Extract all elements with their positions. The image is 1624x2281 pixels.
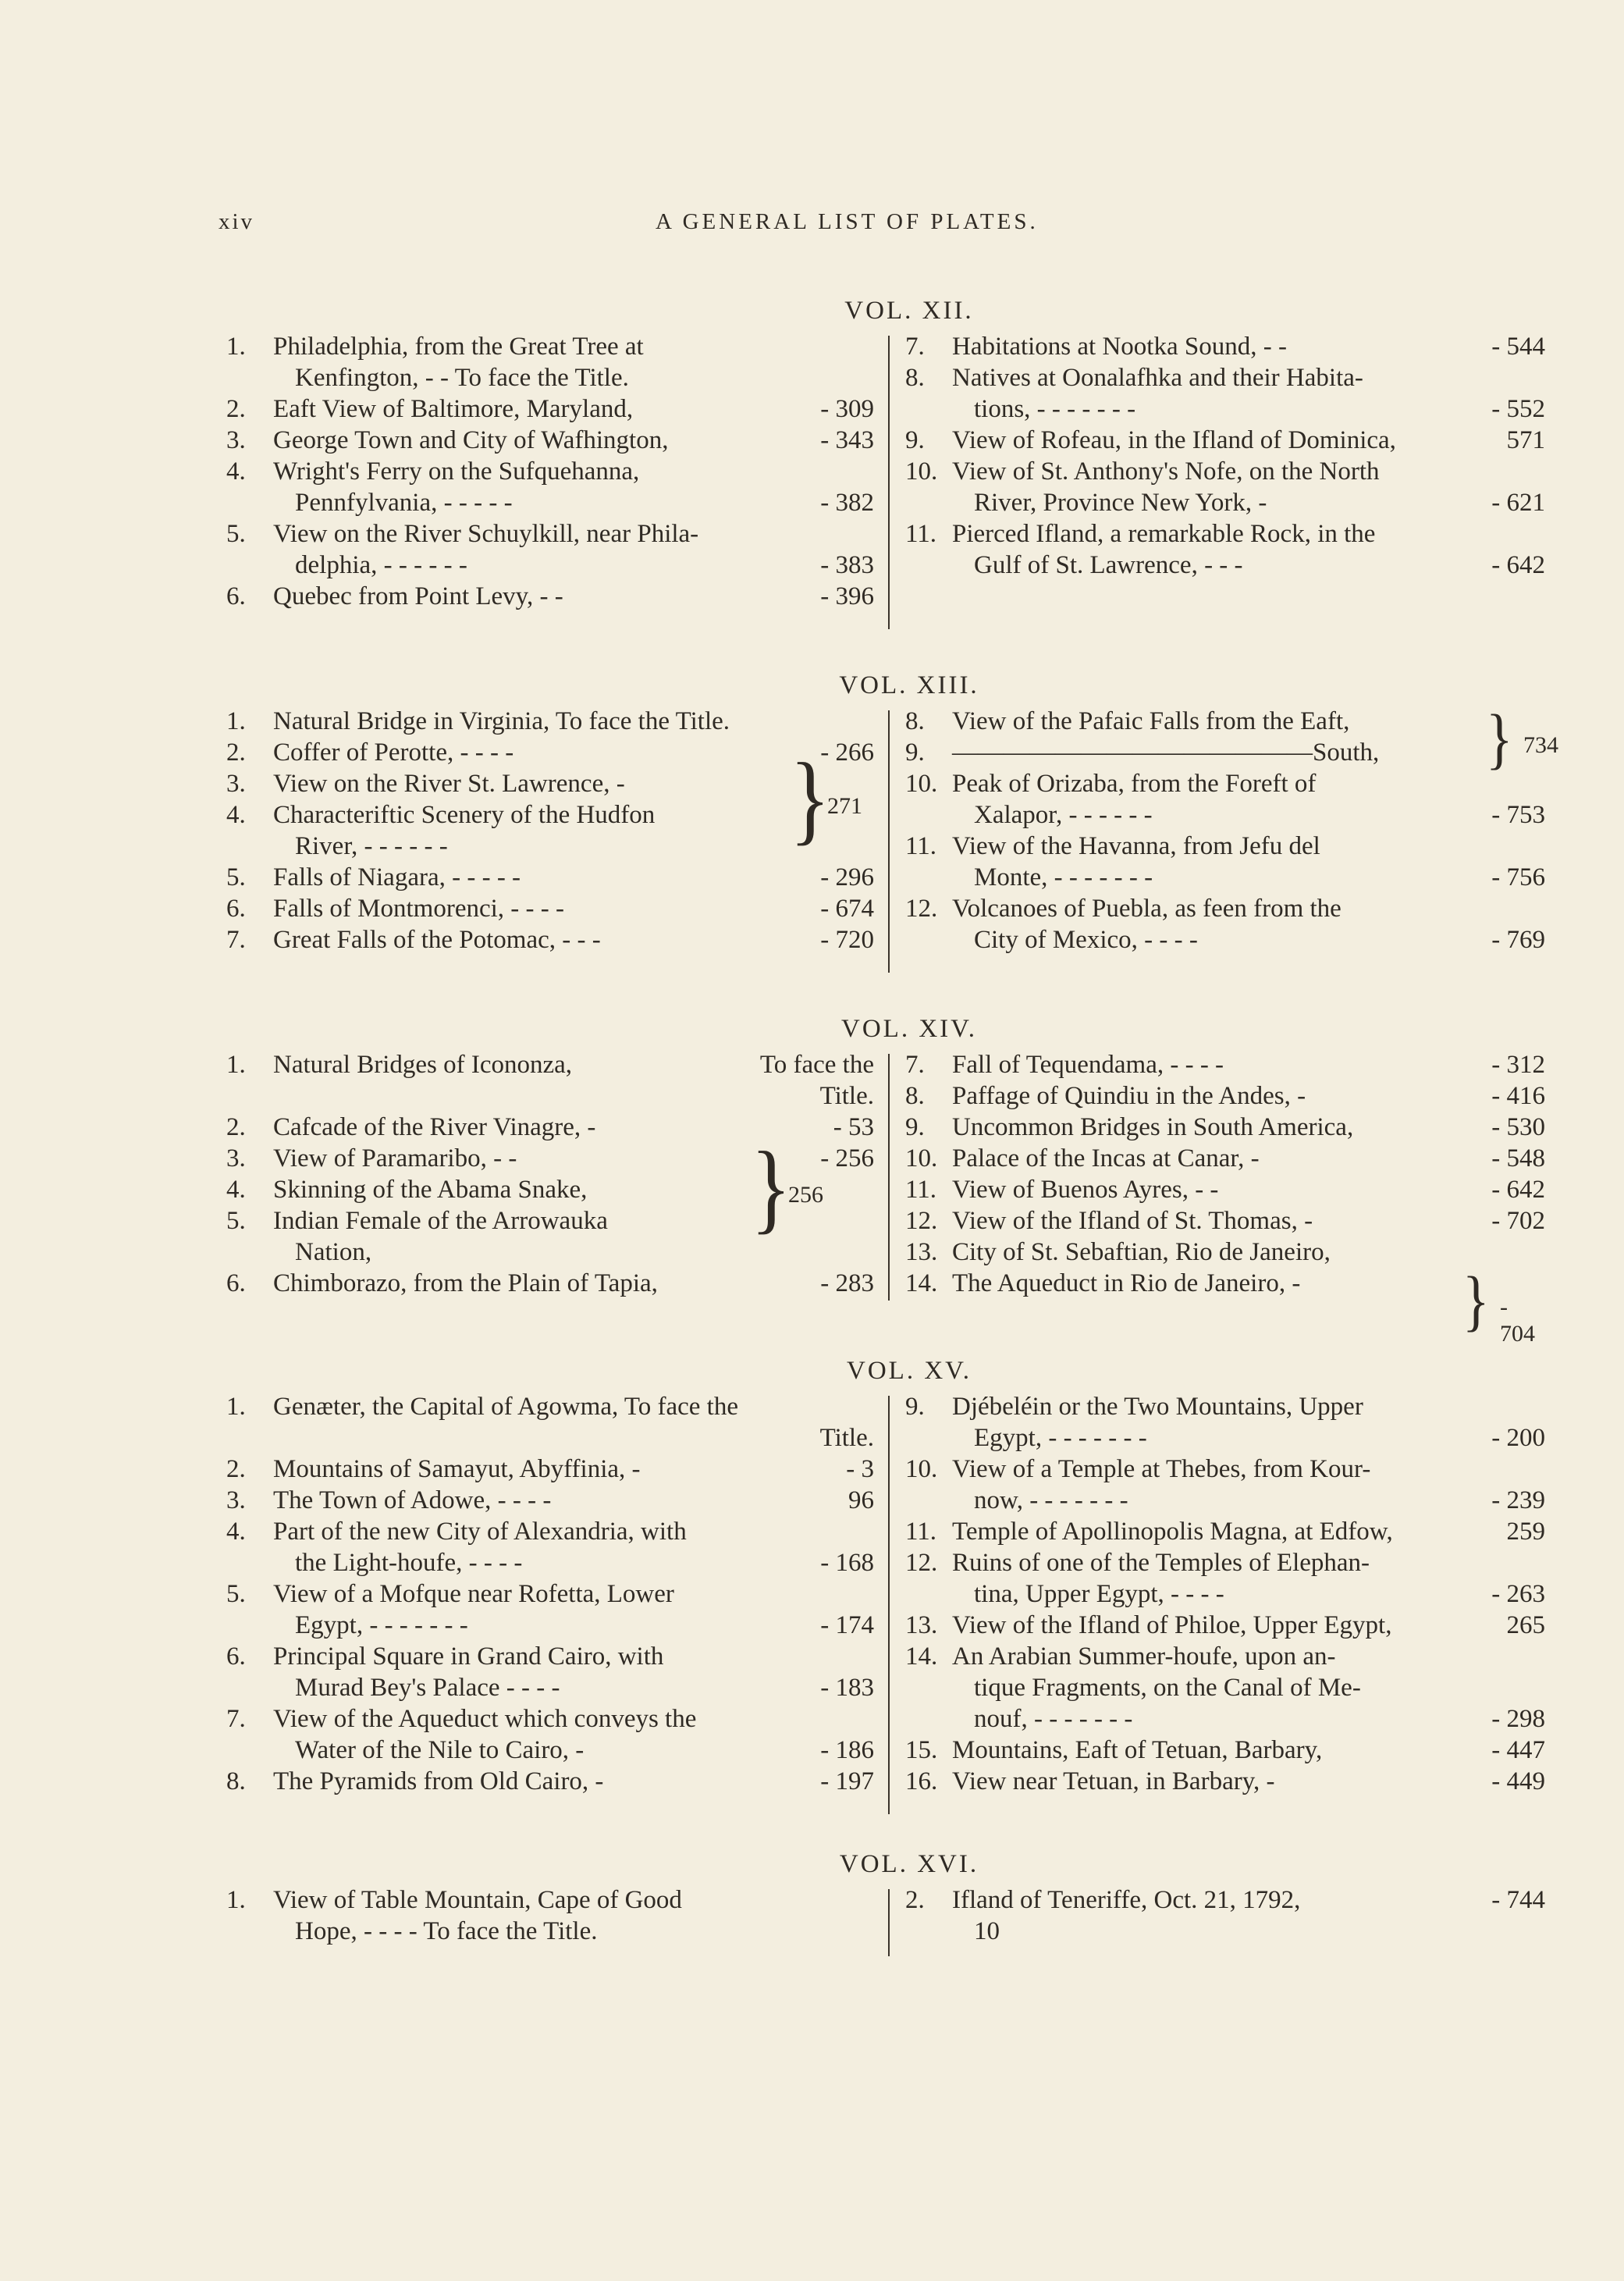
plate-entry <box>226 862 874 893</box>
plate-entry <box>226 1516 874 1547</box>
plate-entry <box>905 1485 1545 1516</box>
plate-entry <box>226 768 874 799</box>
plate-number: 5. <box>226 863 246 891</box>
plate-title: Quebec from Point Levy, - - <box>273 582 563 610</box>
plate-number: 3. <box>226 1144 246 1173</box>
plate-title: Ifland of Teneriffe, Oct. 21, 1792, <box>952 1886 1301 1914</box>
plate-page: - 197 <box>820 1767 874 1795</box>
plate-number: 13. <box>905 1611 938 1639</box>
plate-title: Wright's Ferry on the Sufquehanna, <box>273 457 640 486</box>
plate-number: 5. <box>226 1580 246 1608</box>
plate-entry <box>905 1143 1545 1174</box>
plate-page: 571 <box>1506 426 1545 454</box>
volume-title: VOL. XVI. <box>839 1850 979 1878</box>
plate-title: View of Table Mountain, Cape of Good <box>273 1886 682 1914</box>
plate-entry <box>226 456 874 487</box>
plate-number: 2. <box>226 1455 246 1483</box>
plate-number: 10. <box>905 457 938 486</box>
plate-entry <box>905 893 1545 924</box>
plate-number: 3. <box>226 426 246 454</box>
plate-number: 1. <box>226 707 246 735</box>
plate-page: - 621 <box>1491 489 1545 517</box>
plate-entry <box>905 1916 1545 1947</box>
volume-section <box>226 665 1558 977</box>
column-divider <box>888 1396 890 1814</box>
plate-title: City of St. Sebaftian, Rio de Janeiro, <box>952 1238 1331 1266</box>
plate-title: Genæter, the Capital of Agowma, To face the <box>273 1393 738 1421</box>
plate-entry <box>226 1672 874 1703</box>
plate-title: Part of the new City of Alexandria, with <box>273 1518 687 1546</box>
plate-title: View of the Ifland of St. Thomas, - <box>952 1207 1313 1235</box>
plate-entry <box>905 1237 1545 1268</box>
plate-entry <box>226 1268 874 1299</box>
volume-section <box>226 1350 1545 1819</box>
plate-title: Natural Bridge in Virginia, To face the Title. <box>273 707 730 735</box>
plate-number: 10. <box>905 1455 938 1483</box>
plate-page: - 642 <box>1491 1176 1545 1204</box>
plate-entry <box>905 1884 1545 1916</box>
plate-page: - 283 <box>820 1269 874 1297</box>
plate-title: Egypt, - - - - - - - <box>295 1611 468 1639</box>
plate-entry <box>226 487 874 518</box>
plate-entry <box>905 1112 1545 1143</box>
plate-title: View of St. Anthony's Nofe, on the North <box>952 457 1380 486</box>
plate-number: 4. <box>226 1518 246 1546</box>
plate-entry <box>226 1485 874 1516</box>
plate-page: - 53 <box>833 1113 874 1141</box>
plate-entry <box>226 1610 874 1641</box>
plate-title: View on the River St. Lawrence, - <box>273 770 625 798</box>
plate-entry <box>905 1516 1545 1547</box>
plate-title: Chimborazo, from the Plain of Tapia, <box>273 1269 658 1297</box>
plate-title: View of the Ifland of Philoe, Upper Egypt, <box>952 1611 1392 1639</box>
plate-entry <box>905 924 1545 955</box>
plate-entry <box>905 1641 1545 1672</box>
column-divider <box>888 1054 890 1301</box>
plate-page: - 183 <box>820 1674 874 1702</box>
plate-page: - 296 <box>820 863 874 891</box>
plate-number: 1. <box>226 1393 246 1421</box>
plate-number: 14. <box>905 1269 938 1297</box>
plate-title: now, - - - - - - - <box>974 1486 1128 1514</box>
plate-title: View of a Mofque near Rofetta, Lower <box>273 1580 674 1608</box>
plate-number: 5. <box>226 520 246 548</box>
plate-title: View of the Pafaic Falls from the Eaft, <box>952 707 1350 735</box>
plate-title: Ruins of one of the Temples of Elephan- <box>952 1549 1370 1577</box>
right-column <box>905 1391 1545 1819</box>
plate-number: 8. <box>905 1082 925 1110</box>
right-column <box>905 331 1545 634</box>
plate-page: - 186 <box>820 1736 874 1764</box>
plate-title: Skinning of the Abama Snake, <box>273 1176 588 1204</box>
left-column <box>226 1391 874 1819</box>
plate-page: - 239 <box>1491 1486 1545 1514</box>
page-header <box>219 209 1545 244</box>
plate-number: 2. <box>226 738 246 767</box>
plate-title: 10 <box>974 1917 1000 1945</box>
plate-entry <box>905 518 1545 550</box>
plate-page: - 174 <box>820 1611 874 1639</box>
plate-title: tina, Upper Egypt, - - - - <box>974 1580 1224 1608</box>
plate-entry <box>905 1268 1545 1299</box>
plate-page: - 396 <box>820 582 874 610</box>
plate-title: Mountains, Eaft of Tetuan, Barbary, <box>952 1736 1323 1764</box>
right-column <box>905 1884 1545 1961</box>
plate-page: - 449 <box>1491 1767 1545 1795</box>
plate-title: View of Buenos Ayres, - - <box>952 1176 1219 1204</box>
page-number: xiv <box>219 209 255 234</box>
plate-number: 3. <box>226 770 246 798</box>
bracket-brace: } <box>1462 1263 1490 1338</box>
plate-entry <box>905 1049 1545 1080</box>
plate-page: - 168 <box>820 1549 874 1577</box>
plate-entry <box>226 581 874 612</box>
plate-title: Coffer of Perotte, - - - - <box>273 738 514 767</box>
plate-entry <box>905 737 1545 768</box>
plate-title: Pennfylvania, - - - - - <box>295 489 513 517</box>
plate-number: 6. <box>226 895 246 923</box>
plate-entry <box>226 1916 874 1947</box>
grouped-page: - 704 <box>1500 1294 1535 1347</box>
plate-title: Palace of the Incas at Canar, - <box>952 1144 1260 1173</box>
running-title: A GENERAL LIST OF PLATES. <box>656 209 1039 234</box>
plate-number: 13. <box>905 1238 938 1266</box>
plate-entry <box>226 831 874 862</box>
plate-title: Principal Square in Grand Cairo, with <box>273 1642 664 1671</box>
plate-title: The Town of Adowe, - - - - <box>273 1486 552 1514</box>
plate-number: 8. <box>905 364 925 392</box>
right-column <box>905 701 1558 977</box>
plate-title: George Town and City of Wafhington, <box>273 426 669 454</box>
plate-number: 2. <box>226 395 246 423</box>
plate-title: River, - - - - - - <box>295 832 448 860</box>
plate-number: 2. <box>905 1886 925 1914</box>
plate-number: 3. <box>226 1486 246 1514</box>
plate-title: Egypt, - - - - - - - <box>974 1424 1147 1452</box>
plate-entry <box>905 550 1545 581</box>
plate-entry <box>226 1080 874 1112</box>
plate-entry <box>226 1391 874 1422</box>
plate-page: Title. <box>819 1082 874 1110</box>
volume-columns <box>226 1884 1545 1961</box>
volume-columns <box>226 701 1558 977</box>
plate-title: the Light-houfe, - - - - <box>295 1549 523 1577</box>
volume-columns <box>226 1049 1545 1347</box>
plate-number: 10. <box>905 1144 938 1173</box>
plate-page: - 552 <box>1491 395 1545 423</box>
plate-number: 7. <box>226 926 246 954</box>
plate-title: Uncommon Bridges in South America, <box>952 1113 1354 1141</box>
volume-section <box>226 290 1545 634</box>
plate-title: Philadelphia, from the Great Tree at <box>273 333 644 361</box>
plate-number: 6. <box>226 1269 246 1297</box>
plate-page: - 312 <box>1491 1051 1545 1079</box>
volume-title: VOL. XIII. <box>839 671 979 699</box>
plate-page: - 702 <box>1491 1207 1545 1235</box>
plate-title: Characteriftic Scenery of the Hudfon <box>273 801 656 829</box>
plate-title: Pierced Ifland, a remarkable Rock, in the <box>952 520 1376 548</box>
plate-page: - 266 <box>820 738 874 767</box>
left-column <box>226 1049 874 1305</box>
plate-entry <box>226 1703 874 1735</box>
plate-number: 1. <box>226 1051 246 1079</box>
plate-entry <box>905 1454 1545 1485</box>
plate-title: Monte, - - - - - - - <box>974 863 1153 891</box>
plate-title: View of Paramaribo, - - <box>273 1144 517 1173</box>
plate-entry <box>226 1547 874 1578</box>
volume-title: VOL. XV. <box>847 1357 972 1385</box>
plate-title: Indian Female of the Arrowauka <box>273 1207 608 1235</box>
left-column <box>226 331 874 634</box>
volume-columns <box>226 331 1545 634</box>
plate-number: 6. <box>226 1642 246 1671</box>
plate-number: 7. <box>226 1705 246 1733</box>
plate-entry <box>905 1547 1545 1578</box>
plate-entry <box>226 799 874 831</box>
plate-page: - 642 <box>1491 551 1545 579</box>
plate-entry <box>226 550 874 581</box>
plate-number: 7. <box>905 333 925 361</box>
plate-title: An Arabian Summer-houfe, upon an- <box>952 1642 1336 1671</box>
plate-title: Volcanoes of Puebla, as feen from the <box>952 895 1341 923</box>
grouped-page: 734 <box>1523 732 1558 758</box>
plate-page: - 343 <box>820 426 874 454</box>
plate-page: - 382 <box>820 489 874 517</box>
plate-page: - 756 <box>1491 863 1545 891</box>
plate-number: 9. <box>905 1393 925 1421</box>
plate-number: 14. <box>905 1642 938 1671</box>
plate-page: - 720 <box>820 926 874 954</box>
plate-page: - 744 <box>1491 1886 1545 1914</box>
plate-title: Natives at Oonalafhka and their Habita- <box>952 364 1363 392</box>
plate-page: - 200 <box>1491 1424 1545 1452</box>
plate-entry <box>226 1884 874 1916</box>
plate-page: 265 <box>1506 1611 1545 1639</box>
plate-page: Title. <box>819 1424 874 1452</box>
plate-title: Djébeléin or the Two Mountains, Upper <box>952 1393 1363 1421</box>
plate-entry <box>905 799 1545 831</box>
plate-entry <box>905 1703 1545 1735</box>
plate-title: The Pyramids from Old Cairo, - <box>273 1767 604 1795</box>
plate-entry <box>226 425 874 456</box>
plate-number: 4. <box>226 1176 246 1204</box>
plate-entry <box>905 862 1545 893</box>
plate-entry <box>905 393 1545 425</box>
plate-entry <box>905 1735 1545 1766</box>
plate-title: Kenfington, - - To face the Title. <box>295 364 629 392</box>
plate-entry <box>226 518 874 550</box>
plate-number: 1. <box>226 1886 246 1914</box>
plate-number: 11. <box>905 832 937 860</box>
plate-title: Great Falls of the Potomac, - - - <box>273 926 601 954</box>
volume-columns <box>226 1391 1545 1819</box>
plate-entry <box>226 706 874 737</box>
bracket-brace: } <box>751 1132 791 1244</box>
plate-title: Falls of Montmorenci, - - - - <box>273 895 565 923</box>
plate-page: - 256 <box>820 1144 874 1173</box>
plate-page: - 309 <box>820 395 874 423</box>
plate-page: 259 <box>1506 1518 1545 1546</box>
plate-entry <box>905 456 1545 487</box>
plate-page: - 769 <box>1491 926 1545 954</box>
plate-title: Hope, - - - - To face the Title. <box>295 1917 598 1945</box>
plate-title: Gulf of St. Lawrence, - - - <box>974 551 1243 579</box>
plate-entry <box>905 1174 1545 1205</box>
plate-title: Eaft View of Baltimore, Maryland, <box>273 395 634 423</box>
plate-page: - 530 <box>1491 1113 1545 1141</box>
plate-entry <box>226 1735 874 1766</box>
plate-title: Nation, <box>295 1238 372 1266</box>
plate-entry <box>905 768 1545 799</box>
plate-number: 9. <box>905 426 925 454</box>
plate-number: 11. <box>905 1518 937 1546</box>
plate-entry <box>905 1422 1545 1454</box>
grouped-page: 256 <box>788 1182 823 1208</box>
plate-page: To face the <box>759 1051 874 1079</box>
plate-number: 16. <box>905 1767 938 1795</box>
plate-page: - 753 <box>1491 801 1545 829</box>
plate-title: View on the River Schuylkill, near Phila- <box>273 520 699 548</box>
plate-entry <box>905 831 1545 862</box>
plate-entry <box>226 362 874 393</box>
plate-page: - 447 <box>1491 1736 1545 1764</box>
plate-entry <box>905 425 1545 456</box>
grouped-page: 271 <box>827 793 862 819</box>
plate-entry <box>226 1422 874 1454</box>
plate-entry <box>226 393 874 425</box>
plate-number: 4. <box>226 801 246 829</box>
left-column <box>226 1884 874 1961</box>
plate-number: 11. <box>905 520 937 548</box>
plate-title: Temple of Apollinopolis Magna, at Edfow, <box>952 1518 1393 1546</box>
plate-number: 5. <box>226 1207 246 1235</box>
plate-title: View of a Temple at Thebes, from Kour- <box>952 1455 1371 1483</box>
plate-number: 12. <box>905 895 938 923</box>
plate-title: View of the Aqueduct which conveys the <box>273 1705 697 1733</box>
plate-entry <box>905 1672 1545 1703</box>
plate-number: 2. <box>226 1113 246 1141</box>
plate-title: City of Mexico, - - - - <box>974 926 1198 954</box>
plate-entry <box>226 1578 874 1610</box>
plate-title: tique Fragments, on the Canal of Me- <box>974 1674 1361 1702</box>
volume-title: VOL. XIV. <box>841 1015 977 1043</box>
plate-entry <box>905 331 1545 362</box>
plate-number: 7. <box>905 1051 925 1079</box>
plate-number: 12. <box>905 1207 938 1235</box>
right-column <box>905 1049 1545 1347</box>
plate-entry <box>905 1610 1545 1641</box>
plate-title: Mountains of Samayut, Abyffinia, - <box>273 1455 641 1483</box>
plate-title: Fall of Tequendama, - - - - <box>952 1051 1224 1079</box>
plate-entry <box>905 1080 1545 1112</box>
plate-number: 11. <box>905 1176 937 1204</box>
plate-title: Falls of Niagara, - - - - - <box>273 863 521 891</box>
plate-number: 1. <box>226 333 246 361</box>
plate-page: - 3 <box>846 1455 874 1483</box>
bracket-brace: } <box>790 743 830 855</box>
plate-title: nouf, - - - - - - - <box>974 1705 1133 1733</box>
column-divider <box>888 1889 890 1956</box>
plate-entry <box>226 1641 874 1672</box>
plate-title: Water of the Nile to Cairo, - <box>295 1736 585 1764</box>
plate-entry <box>226 924 874 955</box>
plate-number: 12. <box>905 1549 938 1577</box>
plate-page: - 544 <box>1491 333 1545 361</box>
plate-entry <box>226 1766 874 1797</box>
plate-page: - 298 <box>1491 1705 1545 1733</box>
plate-page: - 548 <box>1491 1144 1545 1173</box>
plate-title: River, Province New York, - <box>974 489 1267 517</box>
plate-title: tions, - - - - - - - <box>974 395 1136 423</box>
plate-number: 8. <box>905 707 925 735</box>
plate-number: 10. <box>905 770 938 798</box>
plate-title: Xalapor, - - - - - - <box>974 801 1153 829</box>
plate-entry <box>905 362 1545 393</box>
plate-entry <box>905 1391 1545 1422</box>
plate-title: delphia, - - - - - - <box>295 551 467 579</box>
plate-entry <box>226 1049 874 1080</box>
plate-entry <box>226 1454 874 1485</box>
plate-entry <box>905 1578 1545 1610</box>
plate-entry <box>226 737 874 768</box>
plate-title: View near Tetuan, in Barbary, - <box>952 1767 1275 1795</box>
plate-title: Murad Bey's Palace - - - - <box>295 1674 560 1702</box>
plate-number: 9. <box>905 738 925 767</box>
plate-title: View of Rofeau, in the Ifland of Dominica, <box>952 426 1396 454</box>
plate-entry <box>905 1766 1545 1797</box>
plate-title: Habitations at Nootka Sound, - - <box>952 333 1287 361</box>
plate-entry <box>226 331 874 362</box>
plate-page: - 263 <box>1491 1580 1545 1608</box>
left-column <box>226 706 874 977</box>
plate-entry <box>905 1205 1545 1237</box>
plate-entry <box>905 706 1545 737</box>
plate-entry <box>905 487 1545 518</box>
volume-section <box>226 1844 1545 1961</box>
volume-title: VOL. XII. <box>844 297 974 325</box>
plate-title: The Aqueduct in Rio de Janeiro, - <box>952 1269 1301 1297</box>
plate-page: - 674 <box>820 895 874 923</box>
plate-title: Peak of Orizaba, from the Foreft of <box>952 770 1317 798</box>
column-divider <box>888 710 890 973</box>
bracket-brace: } <box>1486 701 1513 776</box>
plate-number: 4. <box>226 457 246 486</box>
plate-number: 8. <box>226 1767 246 1795</box>
plate-page: - 416 <box>1491 1082 1545 1110</box>
plate-title: Paffage of Quindiu in the Andes, - <box>952 1082 1306 1110</box>
column-divider <box>888 336 890 629</box>
plate-title: ——————————————South, <box>952 738 1380 767</box>
plate-number: 9. <box>905 1113 925 1141</box>
volume-section <box>226 1009 1545 1347</box>
plate-page: - 383 <box>820 551 874 579</box>
plate-number: 6. <box>226 582 246 610</box>
plate-page: 96 <box>848 1486 874 1514</box>
plate-title: Cafcade of the River Vinagre, - <box>273 1113 596 1141</box>
plate-title: View of the Havanna, from Jefu del <box>952 832 1320 860</box>
plate-entry <box>226 893 874 924</box>
plate-number: 15. <box>905 1736 938 1764</box>
plate-title: Natural Bridges of Icononza, <box>273 1051 573 1079</box>
